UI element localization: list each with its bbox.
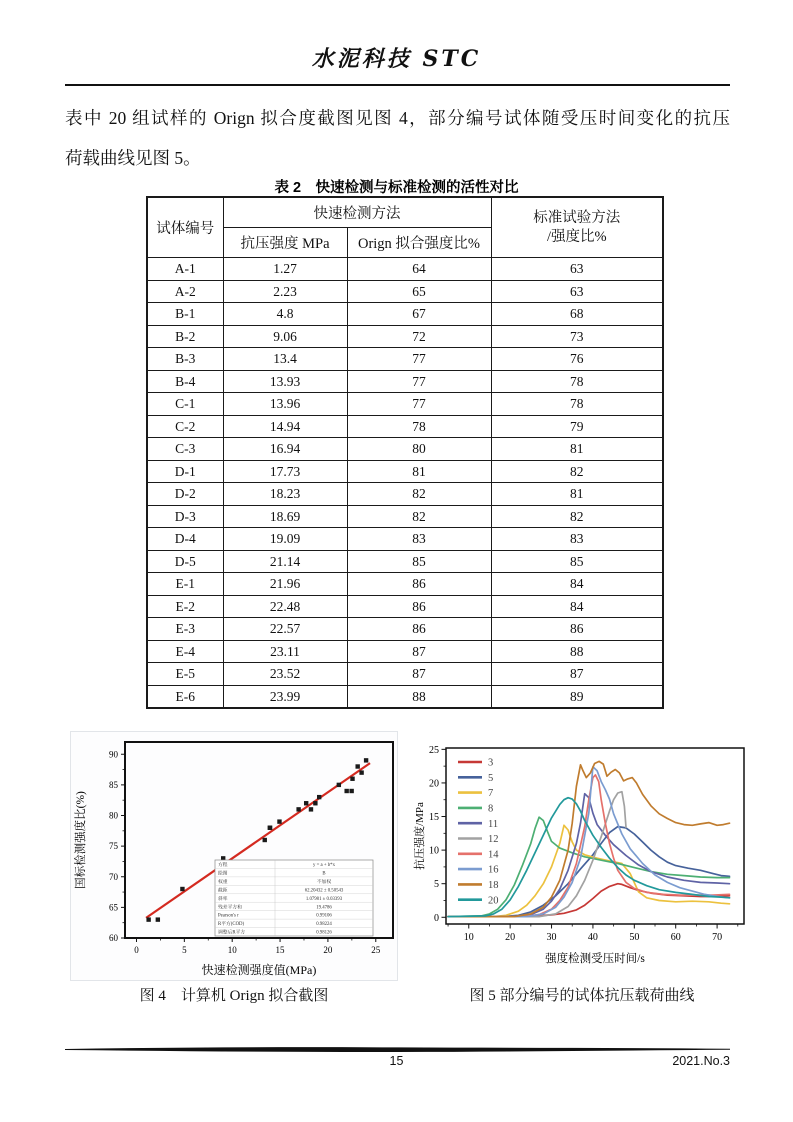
svg-text:85: 85 [109, 779, 118, 790]
svg-text:60: 60 [670, 932, 681, 943]
svg-text:20: 20 [488, 895, 499, 907]
table-row: B-1 4.8 67 68 [147, 303, 663, 326]
table-row: D-3 18.69 82 82 [147, 505, 663, 528]
figure5-chart [412, 734, 752, 968]
svg-text:B: B [322, 871, 326, 877]
table-row: A-2 2.23 65 63 [147, 280, 663, 303]
svg-text:R平方(COD): R平方(COD) [218, 922, 245, 928]
journal-header-title: 水泥科技 STC [311, 46, 482, 72]
svg-text:Pearson's r: Pearson's r [218, 913, 239, 919]
svg-text:0: 0 [434, 912, 439, 924]
table-row: E-1 21.96 86 84 [147, 573, 663, 596]
body-paragraph [65, 98, 730, 178]
table-header [147, 197, 663, 258]
svg-text:调整后R平方: 调整后R平方 [218, 930, 246, 936]
table-row: E-3 22.57 86 86 [147, 618, 663, 641]
svg-text:75: 75 [109, 841, 118, 852]
paragraph-line-2: 荷载曲线见图 5。 [65, 148, 201, 168]
svg-text:65: 65 [109, 902, 118, 913]
table-row: D-1 17.73 81 82 [147, 460, 663, 483]
svg-text:10: 10 [429, 845, 439, 857]
fig4-xlabel: 快速检测强度值(MPa) [201, 963, 317, 977]
svg-text:15: 15 [275, 945, 285, 955]
table-row: C-3 16.94 80 81 [147, 438, 663, 461]
table-row: B-4 13.93 77 78 [147, 370, 663, 393]
table-body [147, 258, 663, 709]
table-row: B-2 9.06 72 73 [147, 325, 663, 348]
svg-text:18: 18 [488, 880, 499, 891]
svg-text:5: 5 [434, 879, 439, 891]
figure5-svg [412, 734, 752, 968]
svg-text:12: 12 [488, 834, 499, 846]
svg-text:0.99106: 0.99106 [316, 913, 332, 919]
svg-text:0: 0 [134, 945, 139, 955]
svg-text:50: 50 [629, 932, 640, 943]
col-header-standard [491, 197, 663, 258]
table-row: E-6 23.99 88 89 [147, 685, 663, 708]
svg-text:14: 14 [488, 849, 499, 861]
svg-text:7: 7 [488, 788, 494, 800]
svg-text:8: 8 [488, 803, 494, 815]
figure4-caption: 图 4 计算机 Orign 拟合截图 [139, 988, 329, 1004]
svg-text:方程: 方程 [218, 863, 228, 869]
svg-text:y = a + b*x: y = a + b*x [313, 863, 335, 869]
page-number: 15 [389, 1054, 404, 1068]
table-row: D-4 19.09 83 83 [147, 528, 663, 551]
col-header-standard-line2: /强度比% [546, 228, 607, 245]
table-row: E-2 22.48 86 84 [147, 595, 663, 618]
svg-text:5: 5 [488, 772, 494, 784]
fig5-ylabel: 抗压强度/MPa [414, 802, 426, 870]
table-row: E-5 23.52 87 87 [147, 663, 663, 686]
svg-text:截距: 截距 [218, 888, 228, 894]
svg-text:19.4786: 19.4786 [316, 905, 332, 911]
svg-text:20: 20 [429, 778, 439, 790]
table-row: D-5 21.14 85 85 [147, 550, 663, 573]
col-header-strength: 抗压强度 MPa [223, 228, 347, 258]
fig4-ylabel: 国标检测强度比(%) [75, 791, 87, 889]
svg-text:20: 20 [505, 932, 516, 943]
table-row: E-4 23.11 87 88 [147, 640, 663, 663]
issue-label: 2021.No.3 [672, 1054, 730, 1068]
svg-text:权重: 权重 [218, 879, 228, 885]
svg-text:10: 10 [463, 932, 474, 943]
svg-text:斜率: 斜率 [218, 896, 228, 902]
col-header-standard-line1: 标准试验方法 [533, 209, 621, 226]
svg-text:0.98224: 0.98224 [316, 922, 332, 928]
paragraph-line-1: 表中 20 组试样的 Orign 拟合度截图见图 4，部分编号试体随受压时间变化的抗压 [65, 108, 730, 128]
col-header-rapid-group: 快速检测方法 [223, 197, 491, 228]
svg-text:16: 16 [488, 864, 499, 876]
svg-text:40: 40 [587, 932, 598, 943]
svg-text:80: 80 [109, 810, 118, 821]
activity-comparison-table [146, 196, 664, 709]
svg-text:5: 5 [182, 945, 187, 955]
svg-text:0.98126: 0.98126 [316, 930, 332, 936]
svg-text:11: 11 [488, 818, 499, 830]
figure5-caption: 图 5 部分编号的试体抗压载荷曲线 [469, 988, 695, 1004]
table-row: D-2 18.23 82 81 [147, 483, 663, 506]
svg-text:20: 20 [323, 945, 333, 955]
svg-text:25: 25 [371, 945, 381, 955]
table-row: B-3 13.4 77 76 [147, 348, 663, 371]
svg-text:30: 30 [546, 932, 557, 943]
table-row: C-1 13.96 77 78 [147, 393, 663, 416]
figure4-svg [71, 732, 397, 980]
fig5-xlabel: 强度检测受压时间/s [545, 953, 645, 965]
fig5-legend [458, 758, 499, 907]
svg-text:70: 70 [712, 932, 723, 943]
col-header-orign-ratio: Orign 拟合强度比% [347, 228, 491, 258]
svg-text:70: 70 [109, 871, 118, 882]
table-row: A-1 1.27 64 63 [147, 258, 663, 281]
header-divider [65, 84, 730, 86]
table-caption: 表 2 快速检测与标准检测的活性对比 [274, 180, 519, 196]
svg-text:残差平方和: 残差平方和 [218, 905, 242, 911]
col-header-specimen: 试体编号 [147, 197, 223, 258]
figure4-chart [70, 731, 398, 981]
svg-text:60: 60 [109, 933, 118, 943]
svg-text:绘图: 绘图 [218, 871, 228, 877]
svg-text:15: 15 [429, 812, 439, 824]
svg-text:90: 90 [109, 749, 118, 760]
svg-text:1.07981 ± 0.03393: 1.07981 ± 0.03393 [305, 896, 343, 902]
table-row: C-2 14.94 78 79 [147, 415, 663, 438]
svg-text:62.20432 ± 0.50543: 62.20432 ± 0.50543 [304, 888, 344, 894]
svg-text:不加权: 不加权 [316, 879, 332, 885]
svg-text:25: 25 [429, 744, 439, 756]
svg-text:10: 10 [227, 945, 237, 955]
fig4-inset-stats-table [215, 860, 373, 936]
svg-text:3: 3 [488, 757, 494, 769]
